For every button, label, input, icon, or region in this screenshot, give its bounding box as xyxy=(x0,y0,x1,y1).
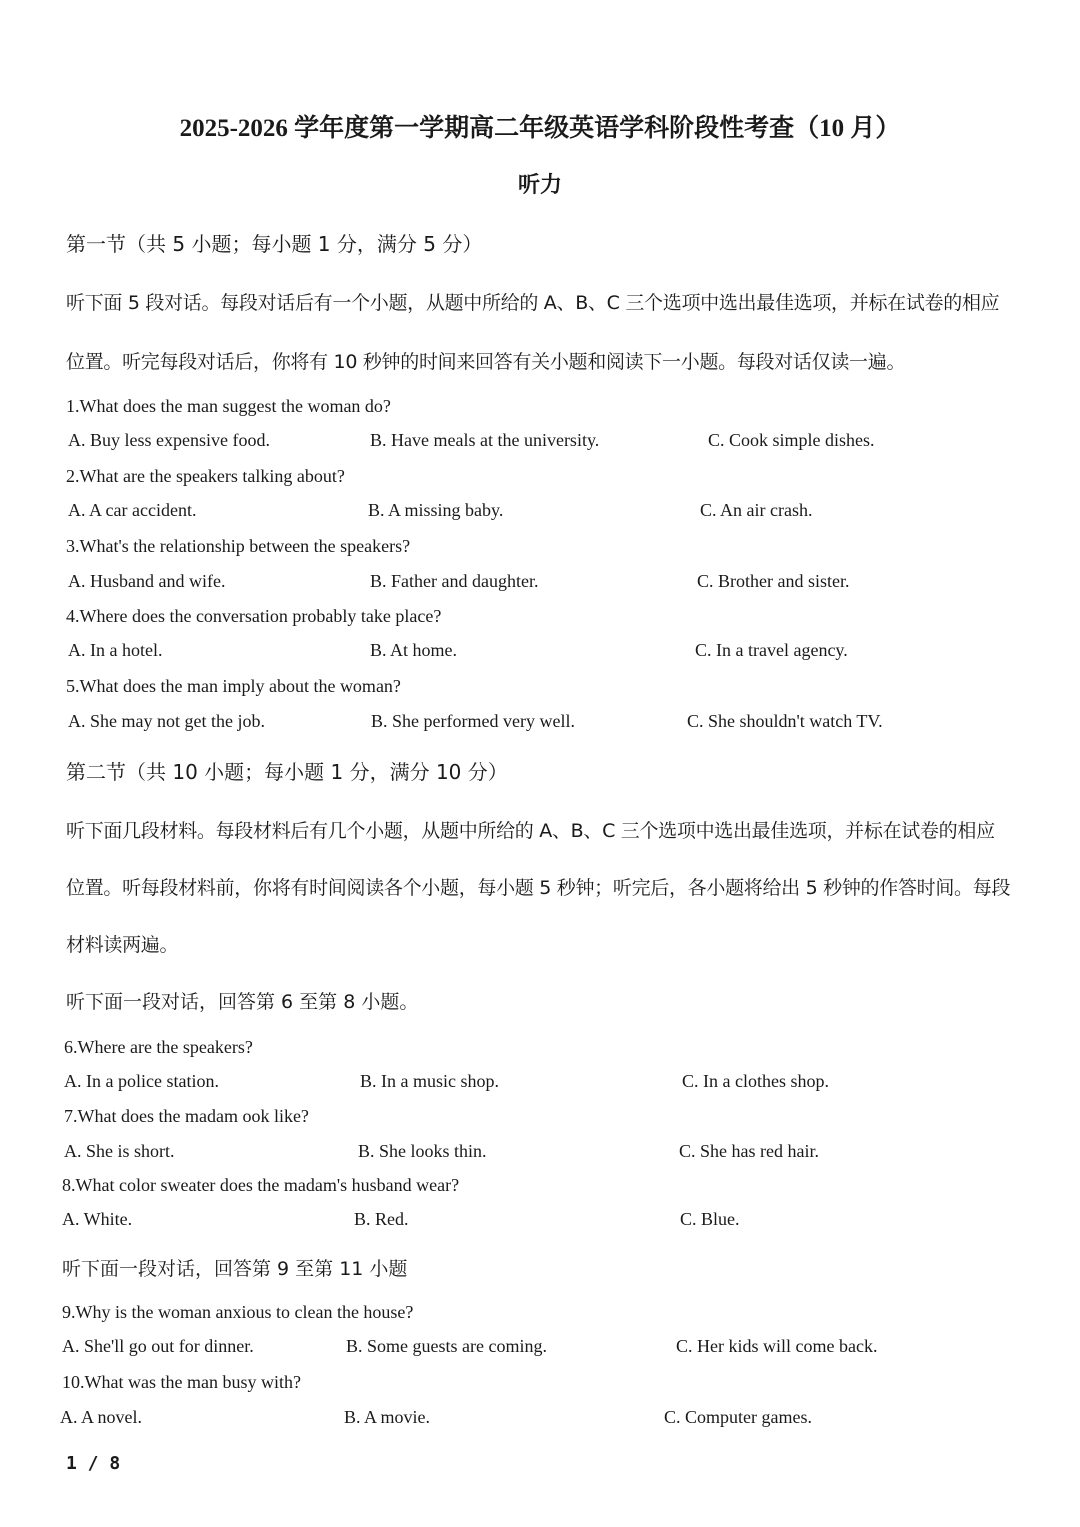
question-5-option-a: A. She may not get the job. xyxy=(68,711,265,731)
question-4-option-c: C. In a travel agency. xyxy=(695,640,848,660)
part1-instructions-line2: 位置。听完每段对话后，你将有 10 秒钟的时间来回答有关小题和阅读下一小题。每段对话仅读一遍。 xyxy=(66,351,906,373)
question-3-option-a: A. Husband and wife. xyxy=(68,571,226,591)
question-7-option-a: A. She is short. xyxy=(64,1141,175,1161)
part2-heading: 第二节（共 10 小题；每小题 1 分，满分 10 分） xyxy=(66,760,508,784)
question-3: 3.What's the relationship between the speakers? xyxy=(66,536,411,556)
question-5-option-b: B. She performed very well. xyxy=(371,711,575,731)
question-5: 5.What does the man imply about the woman? xyxy=(66,676,401,696)
question-2: 2.What are the speakers talking about? xyxy=(66,466,345,486)
question-4-option-b: B. At home. xyxy=(370,640,458,660)
question-7-option-b: B. She looks thin. xyxy=(358,1141,487,1161)
question-4: 4.Where does the conversation probably take place? xyxy=(66,606,442,626)
question-7: 7.What does the madam ook like? xyxy=(64,1106,309,1126)
question-3-option-b: B. Father and daughter. xyxy=(370,571,539,591)
question-9-option-c: C. Her kids will come back. xyxy=(676,1336,878,1356)
part1-heading: 第一节（共 5 小题；每小题 1 分，满分 5 分） xyxy=(66,232,483,256)
question-2-option-a: A. A car accident. xyxy=(68,500,197,520)
question-10-option-a: A. A novel. xyxy=(60,1407,143,1427)
question-1-option-a: A. Buy less expensive food. xyxy=(68,430,270,450)
question-1: 1.What does the man suggest the woman do? xyxy=(66,396,391,416)
question-6-option-b: B. In a music shop. xyxy=(360,1071,499,1091)
question-10-option-b: B. A movie. xyxy=(344,1407,431,1427)
question-8: 8.What color sweater does the madam's husband wear? xyxy=(62,1175,460,1195)
question-1-option-b: B. Have meals at the university. xyxy=(370,430,600,450)
question-10-option-c: C. Computer games. xyxy=(664,1407,812,1427)
page-number: 1 / 8 xyxy=(66,1453,121,1474)
question-1-option-c: C. Cook simple dishes. xyxy=(708,430,875,450)
part2-instructions-line2: 位置。听每段材料前，你将有时间阅读各个小题，每小题 5 秒钟；听完后，各小题将给出 5 秒钟的作答时间。每段 xyxy=(66,877,1011,899)
question-6-option-c: C. In a clothes shop. xyxy=(682,1071,829,1091)
part2-instructions-line3: 材料读两遍。 xyxy=(66,934,179,956)
part1-instructions-line1: 听下面 5 段对话。每段对话后有一个小题，从题中所给的 A、B、C 三个选项中选出最佳选项，并标在试卷的相应 xyxy=(66,292,1000,314)
question-5-option-c: C. She shouldn't watch TV. xyxy=(687,711,883,731)
question-9-option-a: A. She'll go out for dinner. xyxy=(62,1336,254,1356)
question-10: 10.What was the man busy with? xyxy=(62,1372,301,1392)
part2-instructions-line1: 听下面几段材料。每段材料后有几个小题，从题中所给的 A、B、C 三个选项中选出最佳选项，并标在试卷的相应 xyxy=(66,820,995,842)
question-8-option-c: C. Blue. xyxy=(680,1209,740,1229)
group2-heading: 听下面一段对话，回答第 9 至第 11 小题 xyxy=(62,1258,408,1280)
question-2-option-b: B. A missing baby. xyxy=(368,500,504,520)
page-subtitle: 听力 xyxy=(517,173,562,198)
question-6: 6.Where are the speakers? xyxy=(64,1037,253,1057)
question-9: 9.Why is the woman anxious to clean the house? xyxy=(62,1302,414,1322)
question-3-option-c: C. Brother and sister. xyxy=(697,571,850,591)
question-9-option-b: B. Some guests are coming. xyxy=(346,1336,547,1356)
question-7-option-c: C. She has red hair. xyxy=(679,1141,819,1161)
question-6-option-a: A. In a police station. xyxy=(64,1071,219,1091)
question-2-option-c: C. An air crash. xyxy=(700,500,813,520)
page-title: 2025-2026 学年度第一学期高二年级英语学科阶段性考查（10 月） xyxy=(179,115,901,142)
question-8-option-a: A. White. xyxy=(62,1209,133,1229)
question-4-option-a: A. In a hotel. xyxy=(68,640,163,660)
question-8-option-b: B. Red. xyxy=(354,1209,409,1229)
group1-heading: 听下面一段对话，回答第 6 至第 8 小题。 xyxy=(66,991,419,1013)
